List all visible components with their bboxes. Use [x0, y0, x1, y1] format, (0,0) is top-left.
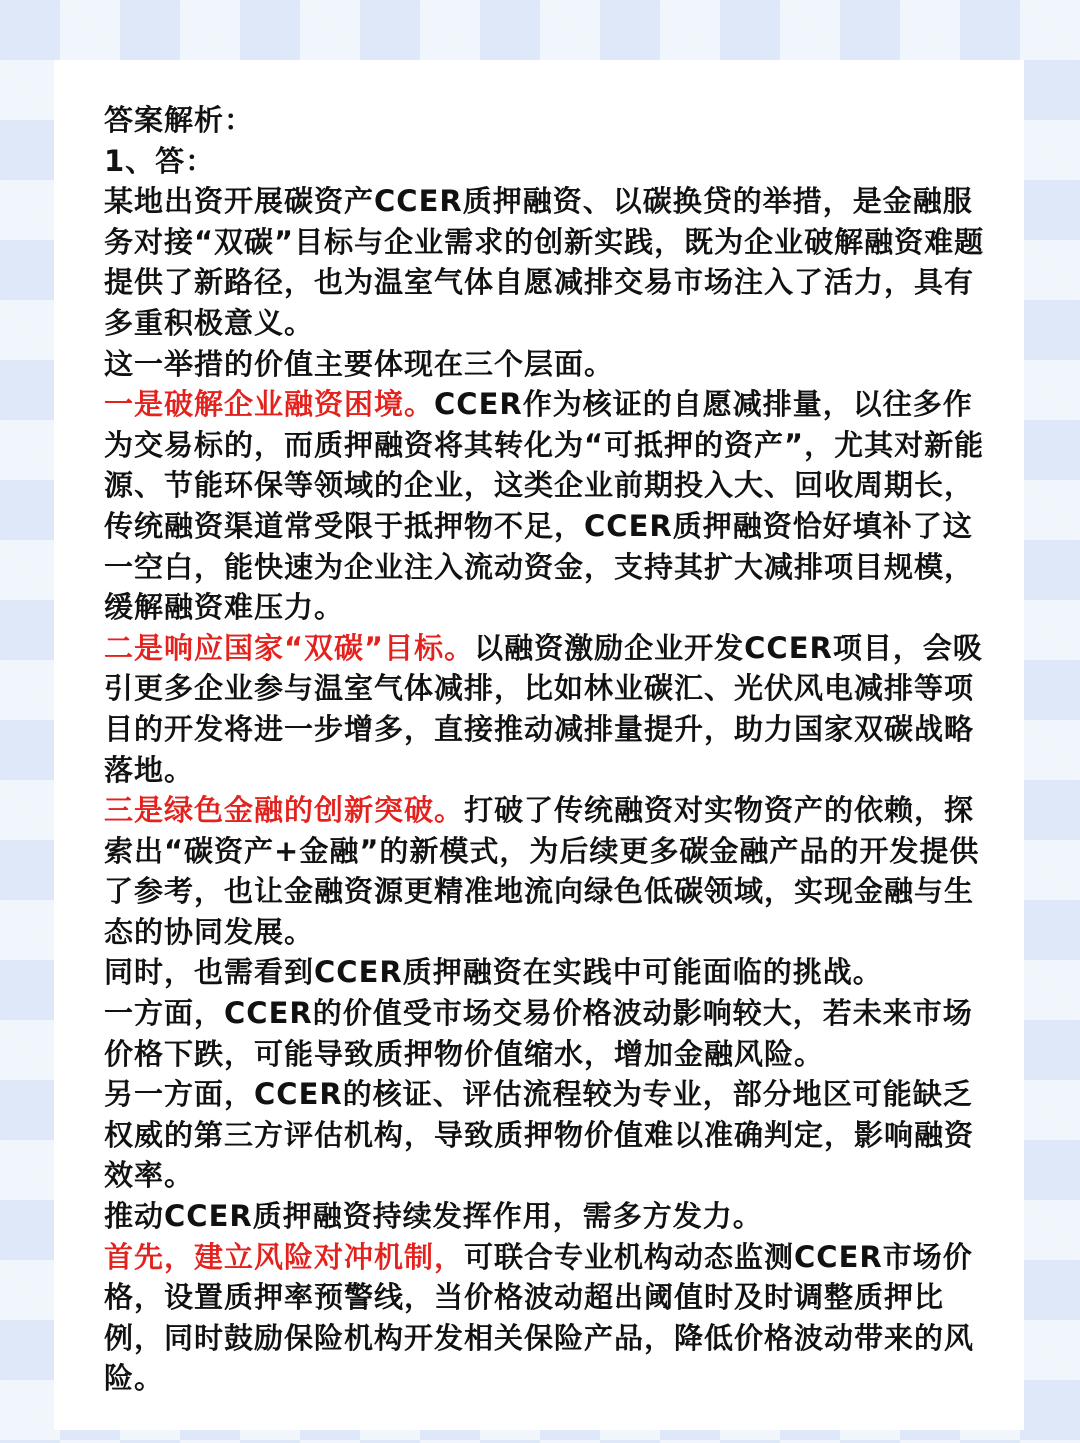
answer-card — [54, 60, 1024, 1430]
point-2-paragraph — [104, 628, 994, 790]
point-3-body: 打破了传统融资对实物资产的依赖，探索出“碳资产+金融”的新模式，为后续更多碳金融产品的开发提供了参考，也让金融资源更精准地流向绿色低碳领域，实现金融与生态的协同发展。 — [104, 793, 980, 949]
point-2-heading: 二是响应国家“双碳”目标。 — [104, 630, 475, 665]
page-title: 答案解析： — [104, 103, 255, 137]
value-intro-paragraph: 这一举措的价值主要体现在三个层面。 — [104, 346, 615, 381]
measure-1-body: 可联合专业机构动态监测CCER市场价格，设置质押率预警线，当价格波动超出阈值时及时调整质押比例，同时鼓励保险机构开发相关保险产品，降低价格波动带来的风险。 — [104, 1239, 975, 1396]
question-label: 1、答： — [104, 143, 216, 178]
point-1-body: CCER作为核证的自愿减排量，以往多作为交易标的，而质押融资将其转化为“可抵押的资产”，尤其对新能源、节能环保等领域的企业，这类企业前期投入大、回收周期长，传统融资渠道常受限于抵押物不足，CCER质押融资恰好填补了这一空白，能快速为企业注入流动资金，支持其扩大减排项目规模，缓解融资难压力。 — [104, 387, 985, 625]
answer-text — [104, 100, 994, 1399]
challenge-2-paragraph: 另一方面，CCER的核证、评估流程较为专业，部分地区可能缺乏权威的第三方评估机构，导致质押物价值难以准确判定，影响融资效率。 — [104, 1077, 975, 1193]
point-3-heading: 三是绿色金融的创新突破。 — [104, 793, 465, 828]
challenge-1-paragraph: 一方面，CCER的价值受市场交易价格波动影响较大，若未来市场价格下跌，可能导致质押物价值缩水，增加金融风险。 — [104, 996, 973, 1071]
point-1-heading: 一是破解企业融资困境。 — [104, 387, 435, 422]
measures-intro-paragraph: 推动CCER质押融资持续发挥作用，需多方发力。 — [104, 1199, 763, 1234]
point-1-paragraph — [104, 384, 994, 628]
point-3-paragraph — [104, 790, 994, 952]
measure-1-paragraph — [104, 1237, 994, 1399]
point-2-body: 以融资激励企业开发CCER项目，会吸引更多企业参与温室气体减排，比如林业碳汇、光伏风电减排等项目的开发将进一步增多，直接推动减排量提升，助力国家双碳战略落地。 — [104, 630, 983, 787]
intro-paragraph: 某地出资开展碳资产CCER质押融资、以碳换贷的举措，是金融服务对接“双碳”目标与企业需求的创新实践，既为企业破解融资难题提供了新路径，也为温室气体自愿减排交易市场注入了活力，具有多重积极意义。 — [104, 184, 985, 340]
measure-1-heading: 首先，建立风险对冲机制， — [104, 1239, 465, 1274]
challenges-intro-paragraph: 同时，也需看到CCER质押融资在实践中可能面临的挑战。 — [104, 955, 883, 990]
